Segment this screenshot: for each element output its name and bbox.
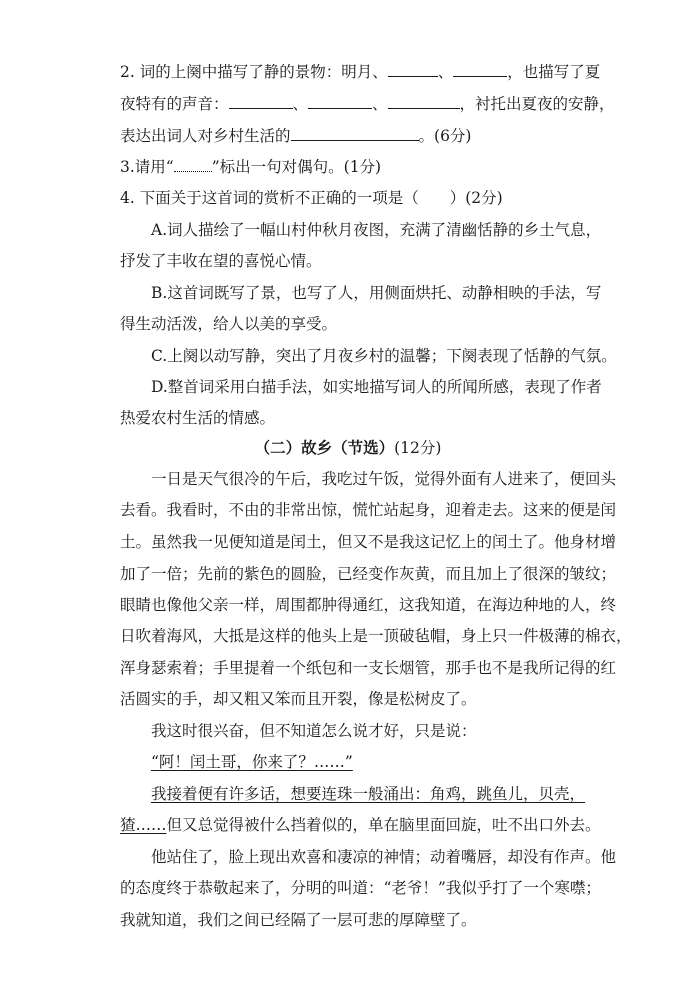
q4-option-d-line-2: 热爱农村生活的情感。 xyxy=(120,409,276,427)
q2-line-1 xyxy=(120,62,636,82)
q2-text-3: 夜特有的声音： xyxy=(120,95,229,113)
passage-p1-line-2: 去看。我看时，不由的非常出惊，慌忙站起身，迎着走去。这来的便是闰 xyxy=(120,501,617,519)
q4-option-a-line-2: 抒发了丰收在望的喜悦心情。 xyxy=(120,252,322,270)
q2-blank-2[interactable] xyxy=(453,62,507,77)
passage-p1-line-8: 活圆实的手，却又粗又笨而且开裂，像是松树皮了。 xyxy=(120,690,477,708)
passage-p1-line-3: 土。虽然我一见便知道是闰土，但又不是我这记忆上的闰土了。他身材增 xyxy=(120,533,617,551)
q2-line-2 xyxy=(120,94,636,114)
q4-stem: 4. 下面关于这首词的赏析不正确的一项是（ ）(2分) xyxy=(120,189,503,207)
q3-text: 3.请用“ xyxy=(120,158,174,176)
q2-text-4: ，衬托出夏夜的安静， xyxy=(459,95,615,113)
q2-text-5: 表达出词人对乡村生活的 xyxy=(120,127,291,145)
q4-option-b-line-1[interactable]: B.这首词既写了景，也写了人，用侧面烘托、动静相映的手法，写 xyxy=(151,284,602,302)
passage-p1-line-1: 一日是天气很冷的午后，我吃过午饭，觉得外面有人进来了，便回头 xyxy=(151,470,617,488)
section-title xyxy=(0,438,696,458)
q3-line xyxy=(120,157,636,177)
q4-option-c-line-1[interactable]: C.上阕以动写静，突出了月夜乡村的温馨；下阕表现了恬静的气氛。 xyxy=(151,347,617,365)
passage-p1-line-5: 眼睛也像他父亲一样，周围都肿得通红，这我知道，在海边种地的人，终 xyxy=(120,596,617,614)
q2-sep-3: 、 xyxy=(372,95,388,113)
passage-p4-rest: 但又总觉得被什么挡着似的，单在脑里面回旋，吐不出口外去。 xyxy=(166,816,601,834)
q2-blank-1[interactable] xyxy=(388,62,438,77)
underlined-quote: “阿！闰土哥，你来了？……” xyxy=(151,753,353,771)
q2-blank-5[interactable] xyxy=(388,94,460,109)
underlined-sentence: 我接着便有许多话，想要连珠一般涌出：角鸡，跳鱼儿，贝壳， xyxy=(151,785,586,803)
passage-p1-line-6: 日吹着海风，大抵是这样的他头上是一顶破毡帽，身上只一件极薄的棉衣， xyxy=(120,627,632,645)
q4-option-d-line-1[interactable]: D.整首词采用白描手法，如实地描写词人的所闻所感，表现了作者 xyxy=(151,378,602,396)
passage-p1-line-7: 浑身瑟索着；手里提着一个纸包和一支长烟管，那手也不是我所记得的红 xyxy=(120,659,617,677)
q4-option-b-line-2: 得生动活泼，给人以美的享受。 xyxy=(120,315,338,333)
q2-blank-3[interactable] xyxy=(229,94,293,109)
q2-sep-2: 、 xyxy=(292,95,309,113)
passage-p4-line-2 xyxy=(120,815,636,835)
q2-sep: 、 xyxy=(437,63,454,81)
passage-p5-line-2: 的态度终于恭敬起来了，分明的叫道：“老爷！”我似乎打了一个寒噤； xyxy=(120,879,601,897)
q2-blank-4[interactable] xyxy=(308,94,372,109)
q4-option-a-line-1[interactable]: A.词人描绘了一幅山村仲秋月夜图，充满了清幽恬静的乡土气息， xyxy=(151,221,602,239)
section-score: (12分) xyxy=(394,439,442,457)
passage-p4-line-1 xyxy=(151,784,636,804)
q2-line-3 xyxy=(120,126,636,146)
q2-text-2: ，也描写了夏 xyxy=(507,63,601,81)
wavy-underline-mark xyxy=(174,159,212,172)
passage-p1-line-4: 加了一倍；先前的紫色的圆脸，已经变作灰黄，而且加上了很深的皱纹； xyxy=(120,565,617,583)
underlined-sentence-end: 猹…… xyxy=(120,816,167,834)
q2-text: 2. 词的上阕中描写了静的景物：明月、 xyxy=(120,63,388,81)
passage-p2: 我这时很兴奋，但不知道怎么说才好，只是说： xyxy=(151,722,477,740)
section-title-text: （二）故乡（节选） xyxy=(254,438,395,457)
q2-blank-6[interactable] xyxy=(291,126,419,141)
q2-score: 。(6分) xyxy=(418,127,472,145)
passage-p3 xyxy=(151,752,636,772)
passage-p5-line-1: 他站住了，脸上现出欢喜和凄凉的神情；动着嘴唇，却没有作声。他 xyxy=(151,848,617,866)
q3-text-2: ”标出一句对偶句。(1分) xyxy=(211,158,382,176)
passage-p5-line-3: 我就知道，我们之间已经隔了一层可悲的厚障壁了。 xyxy=(120,911,477,929)
